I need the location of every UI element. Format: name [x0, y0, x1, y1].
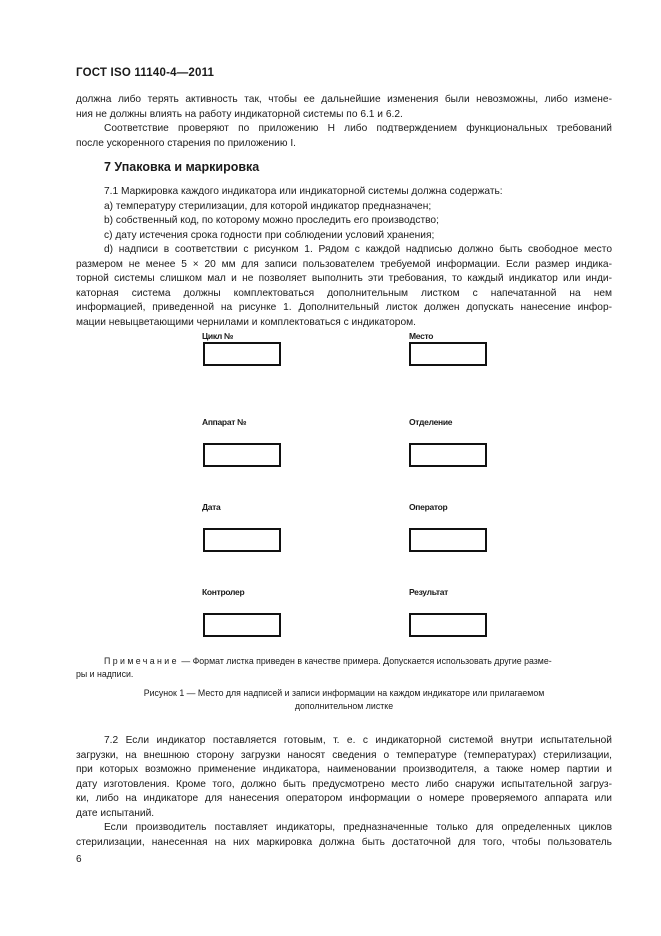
- figure-field-apparatus: [203, 443, 281, 467]
- section-title: 7 Упаковка и маркировка: [104, 160, 260, 174]
- text-line: размером не менее 5 × 20 мм для записи пользователем требуемой информации. Если размер индика-: [76, 258, 612, 270]
- figure-field-operator: [409, 528, 487, 552]
- figure-caption: [76, 687, 612, 713]
- text-line: мации невыцветающими чернилами и комплектоваться с индикатором.: [76, 316, 416, 328]
- text-line: при которых возможно применение индикатора, наименовании производителя, а также номер партии и: [76, 764, 612, 775]
- figure-label-operator: Оператор: [409, 502, 448, 512]
- text-line: информацией, приведенной на рисунке 1. Дополнительный листок должен допускать нанесение инфор-: [76, 302, 612, 313]
- figure-label-date: Дата: [202, 502, 221, 512]
- clause-7-1: [76, 185, 612, 330]
- intro-paragraph: [76, 93, 612, 151]
- text-line: торной системы слишком мал и не позволяет выполнить эти требования, то каждый индикатор или инди-: [76, 273, 612, 284]
- text-line: d) надписи в соответствии с рисунком 1. Рядом с каждой надписью должно быть свободное место: [104, 244, 612, 255]
- text-line: b) собственный код, по которому можно проследить его производство;: [104, 215, 439, 226]
- caption-line: дополнительном листке: [294, 701, 394, 711]
- caption-line: Рисунок 1 — Место для надписей и записи информации на каждом индикаторе или прилагаемом: [143, 688, 545, 698]
- document-header: ГОСТ ISO 11140-4—2011: [76, 67, 215, 79]
- text-line: c) дату истечения срока годности при соблюдении условий хранения;: [104, 229, 435, 241]
- text-line: 7.1 Маркировка каждого индикатора или индикаторной системы должна содержать:: [104, 186, 503, 197]
- figure-label-result: Результат: [409, 587, 449, 597]
- text-line: стерилизации, нанесенная на них маркировка должна быть достаточной для того, чтобы пользователь: [76, 836, 612, 848]
- clause-7-2: [76, 734, 612, 850]
- note-label: Примечание: [104, 656, 179, 666]
- figure-label-controller: Контролер: [202, 587, 245, 597]
- figure-field-controller: [203, 613, 281, 637]
- figure-note: [76, 655, 612, 681]
- figure-label-apparatus: Аппарат №: [202, 417, 247, 427]
- note-text: — Формат листка приведен в качестве примера. Допускается использовать другие разме-: [178, 656, 552, 666]
- note-text-line2: ры и надписи.: [76, 669, 134, 679]
- figure-label-department: Отделение: [409, 417, 453, 427]
- figure-field-place: [409, 342, 487, 366]
- text-line: загрузки, на внешнюю сторону загрузки наносят сведения о температуре (температурах) стерилизации,: [76, 749, 612, 761]
- text-line: a) температуру стерилизации, для которой индикатор предназначен;: [104, 200, 432, 212]
- text-line: дате испытаний.: [76, 807, 155, 819]
- text-line: дату изготовления. Кроме того, должно быть предусмотрено место либо снаружи испытательной загруз-: [76, 778, 612, 790]
- text-line: каторная система должны комплектоваться дополнительным листком с напечатанной на нем: [76, 287, 612, 299]
- figure-label-cycle: Цикл №: [202, 331, 234, 341]
- figure-field-cycle: [203, 342, 281, 366]
- figure-field-date: [203, 528, 281, 552]
- page-number: 6: [76, 854, 82, 865]
- text-line: Если производитель поставляет индикаторы, предназначенные только для определенных циклов: [104, 822, 612, 833]
- figure-field-result: [409, 613, 487, 637]
- text-line: ки, либо на индикаторе для нанесения оператором информации о номере проверяемого аппарата или: [76, 793, 612, 804]
- text-line: должна либо терять активность так, чтобы ее дальнейшие изменения были невозможны, либо измене-: [76, 94, 612, 105]
- figure-label-place: Место: [409, 331, 434, 341]
- text-line: ния не должны влиять на работу индикаторной системы по 6.1 и 6.2.: [76, 108, 403, 120]
- text-line: 7.2 Если индикатор поставляется готовым, т. е. с индикаторной системой внутри испытательной: [104, 735, 612, 746]
- text-line: Соответствие проверяют по приложению Н либо подтверждением функциональных требований: [104, 123, 612, 134]
- figure-field-department: [409, 443, 487, 467]
- text-line: после ускоренного старения по приложению I.: [76, 137, 296, 149]
